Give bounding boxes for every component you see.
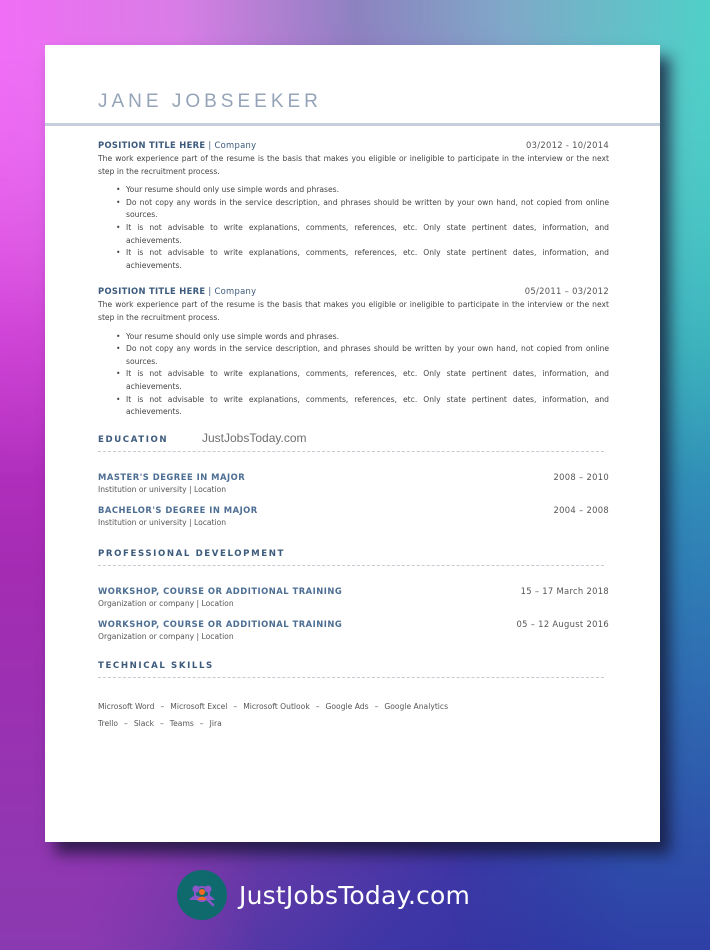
resume-page	[45, 45, 660, 842]
bullet-item: • It is not advisable to write explanations, comments, references, etc. Only state pertinent dates, information, and achievements.	[126, 394, 609, 419]
skills-line: Trello – Slack – Teams – Jira	[98, 718, 222, 728]
organization: Organization or company | Location	[98, 631, 234, 641]
training-title: WORKSHOP, COURSE OR ADDITIONAL TRAINING	[98, 618, 343, 629]
degree-dates: 2004 – 2008	[553, 504, 609, 515]
organization: Organization or company | Location	[98, 598, 234, 608]
job-title: POSITION TITLE HERE | Company	[98, 140, 257, 150]
resume-content	[98, 140, 609, 732]
bullet-item: • Do not copy any words in the service description, and phrases should be written by your own hand, not copied from online sources.	[126, 343, 609, 368]
candidate-name: JANE JOBSEEKER	[98, 91, 322, 112]
degree-title: MASTER'S DEGREE IN MAJOR	[98, 471, 246, 482]
education-entry	[98, 505, 609, 527]
people-search-icon	[177, 870, 227, 920]
name-divider	[45, 123, 660, 126]
degree-dates: 2008 – 2010	[553, 471, 609, 482]
section-divider	[98, 451, 604, 452]
bullet-item: • It is not advisable to write explanations, comments, references, etc. Only state pertinent dates, information, and achievements.	[126, 222, 609, 247]
degree-title: BACHELOR'S DEGREE IN MAJOR	[98, 504, 258, 515]
brand-footer	[177, 870, 470, 920]
institution: Institution or university | Location	[98, 517, 227, 527]
skill-item: Teams	[169, 718, 194, 728]
bullet-item: • Your resume should only use simple words and phrases.	[126, 331, 609, 344]
bullet-item: • It is not advisable to write explanations, comments, references, etc. Only state pertinent dates, information, and achievements.	[126, 247, 609, 272]
skills-line: Microsoft Word – Microsoft Excel – Microsoft Outlook – Google Ads – Google Analytics	[98, 701, 449, 711]
training-dates: 05 – 12 August 2016	[516, 618, 609, 629]
education-section	[98, 430, 609, 527]
company-name: | Company	[205, 140, 257, 150]
training-title: WORKSHOP, COURSE OR ADDITIONAL TRAINING	[98, 585, 343, 596]
technical-skills-section	[98, 661, 609, 732]
brand-name: JustJobsToday.com	[239, 880, 471, 910]
company-name: | Company	[205, 286, 257, 297]
job-dates: 05/2011 – 03/2012	[524, 286, 609, 297]
experience-entry	[98, 286, 609, 418]
skill-item: Microsoft Outlook	[243, 701, 310, 711]
bullet-item: • Your resume should only use simple words and phrases.	[126, 184, 609, 197]
skill-item: Google Analytics	[384, 701, 449, 711]
section-heading: PROFESSIONAL DEVELOPMENT	[98, 548, 285, 559]
section-heading: EDUCATION JustJobsToday.com	[98, 430, 307, 445]
bullet-item: • It is not advisable to write explanations, comments, references, etc. Only state pertinent dates, information, and achievements.	[126, 368, 609, 393]
section-divider	[98, 565, 604, 566]
job-description: The work experience part of the resume is the basis that makes you eligible or ineligible to participate in the interview or the next step in the recruitment process.	[98, 154, 609, 176]
job-description: The work experience part of the resume is the basis that makes you eligible or ineligible to participate in the interview or the next step in the recruitment process.	[98, 300, 609, 322]
skill-item: Google Ads	[325, 701, 369, 711]
section-heading: TECHNICAL SKILLS	[98, 660, 214, 671]
professional-development-section	[98, 549, 609, 641]
job-title: POSITION TITLE HERE | Company	[98, 286, 257, 297]
skill-item: Trello	[98, 718, 119, 728]
job-dates: 03/2012 - 10/2014	[525, 140, 609, 150]
skill-item: Jira	[209, 718, 222, 728]
training-entry	[98, 586, 609, 608]
skill-item: Microsoft Excel	[170, 701, 228, 711]
watermark-text: JustJobsToday.com	[202, 430, 307, 445]
training-dates: 15 – 17 March 2018	[520, 585, 609, 596]
skill-item: Slack	[133, 718, 154, 728]
training-entry	[98, 619, 609, 641]
skill-item: Microsoft Word	[98, 701, 155, 711]
job-bullets	[98, 184, 609, 272]
bullet-item: • Do not copy any words in the service description, and phrases should be written by your own hand, not copied from online sources.	[126, 197, 609, 222]
education-entry	[98, 472, 609, 494]
institution: Institution or university | Location	[98, 484, 227, 494]
section-divider	[98, 677, 604, 678]
experience-entry	[98, 140, 609, 272]
job-bullets	[98, 331, 609, 419]
